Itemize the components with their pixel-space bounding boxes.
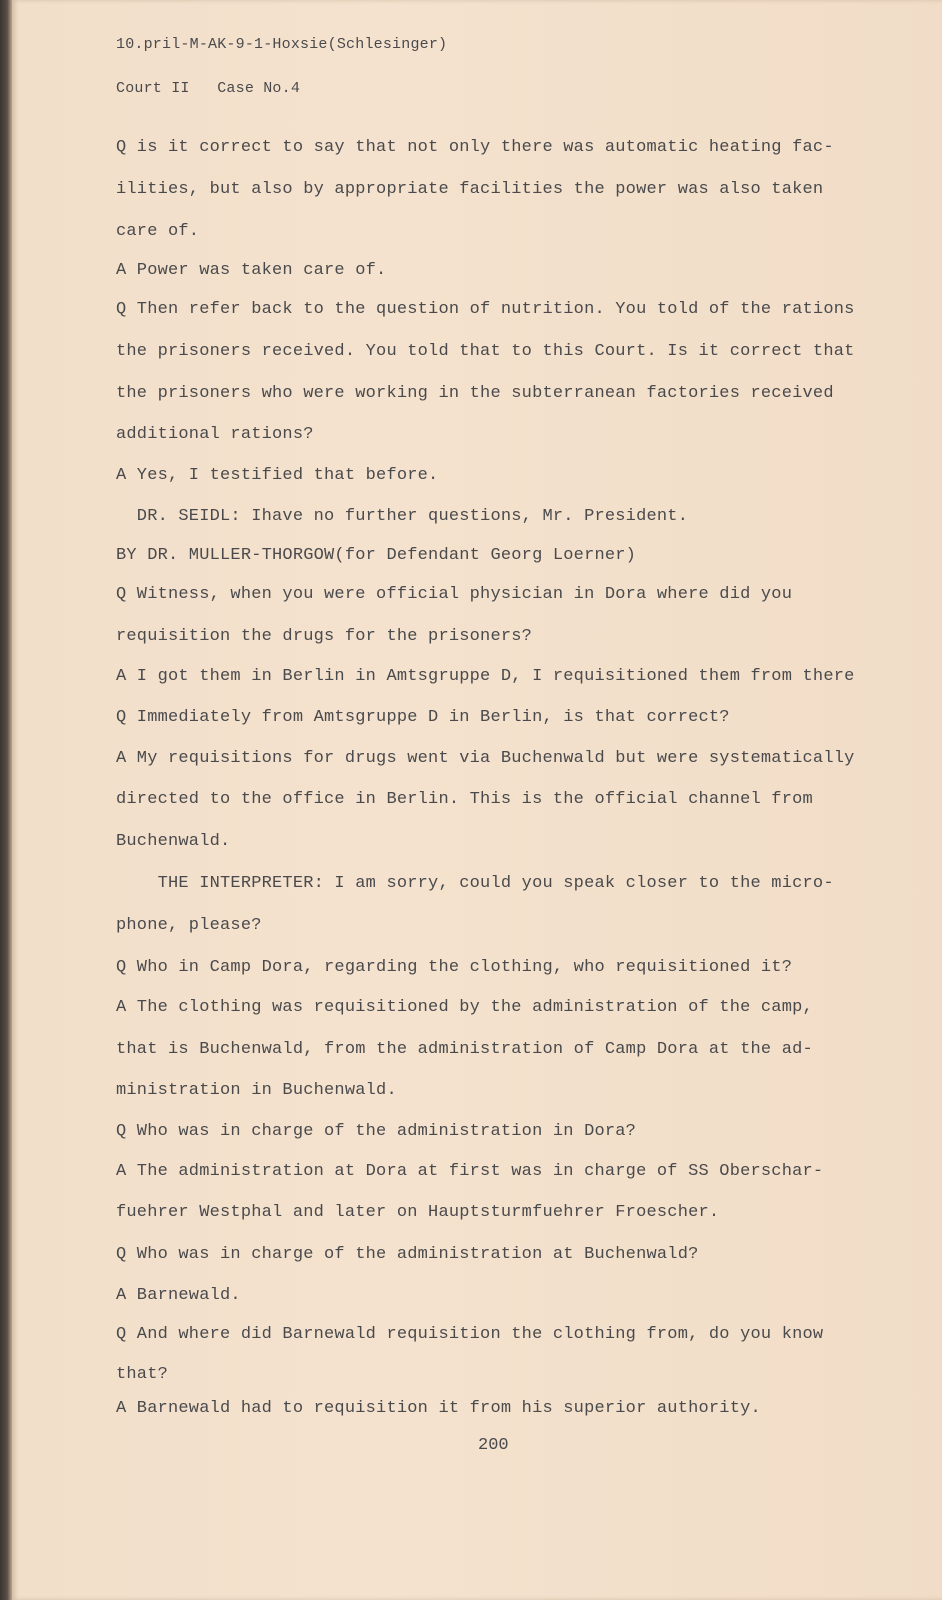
transcript-line: fuehrer Westphal and later on Hauptsturmfuehrer Froescher. — [116, 1203, 720, 1222]
binding-edge — [0, 0, 12, 1600]
transcript-line: the prisoners who were working in the subterranean factories received — [116, 384, 834, 403]
transcript-line: Q Witness, when you were official physician in Dora where did you — [116, 585, 793, 604]
transcript-line: A Yes, I testified that before. — [116, 466, 439, 485]
transcript-line: ilities, but also by appropriate facilities the power was also taken — [116, 180, 824, 199]
transcript-line: the prisoners received. You told that to this Court. Is it correct that — [116, 342, 855, 361]
transcript-line: Q Who was in charge of the administration in Dora? — [116, 1122, 637, 1141]
transcript-line: Buchenwald. — [116, 832, 231, 851]
transcript-line: A Power was taken care of. — [116, 261, 387, 280]
transcript-line: BY DR. MULLER-THORGOW(for Defendant Georg Loerner) — [116, 546, 637, 565]
transcript-line: A The clothing was requisitioned by the administration of the camp, — [116, 998, 813, 1017]
transcript-line: A Barnewald had to requisition it from his superior authority. — [116, 1399, 761, 1418]
transcript-line: additional rations? — [116, 425, 314, 444]
transcript-line: A The administration at Dora at first was in charge of SS Oberschar- — [116, 1162, 824, 1181]
transcript-line: DR. SEIDL: Ihave no further questions, Mr. President. — [116, 507, 689, 526]
transcript-line: that is Buchenwald, from the administration of Camp Dora at the ad- — [116, 1040, 813, 1059]
transcript-line: ministration in Buchenwald. — [116, 1081, 397, 1100]
transcript-line: requisition the drugs for the prisoners? — [116, 627, 533, 646]
transcript-line: Q Who was in charge of the administration at Buchenwald? — [116, 1245, 699, 1264]
transcript-line: that? — [116, 1365, 169, 1384]
transcript-line: Q is it correct to say that not only there was automatic heating fac- — [116, 138, 834, 157]
transcript-line: Q Then refer back to the question of nutrition. You told of the rations — [116, 300, 855, 319]
transcript-line: Q And where did Barnewald requisition the clothing from, do you know — [116, 1325, 824, 1344]
transcript-line: A My requisitions for drugs went via Buchenwald but were systematically — [116, 749, 855, 768]
transcript-line: A I got them in Berlin in Amtsgruppe D, I requisitioned them from there — [116, 667, 855, 686]
transcript-line: Q Who in Camp Dora, regarding the clothing, who requisitioned it? — [116, 958, 793, 977]
transcript-line: A Barnewald. — [116, 1286, 241, 1305]
header-reference: 10.pril-M-AK-9-1-Hoxsie(Schlesinger) — [116, 36, 448, 53]
transcript-line: Q Immediately from Amtsgruppe D in Berlin, is that correct? — [116, 708, 730, 727]
header-court-case: Court II Case No.4 — [116, 80, 301, 97]
transcript-line: care of. — [116, 222, 200, 241]
transcript-line: phone, please? — [116, 916, 262, 935]
transcript-line: THE INTERPRETER: I am sorry, could you speak closer to the micro- — [116, 874, 834, 893]
transcript-line: directed to the office in Berlin. This is the official channel from — [116, 790, 813, 809]
page-number: 200 — [478, 1436, 509, 1455]
